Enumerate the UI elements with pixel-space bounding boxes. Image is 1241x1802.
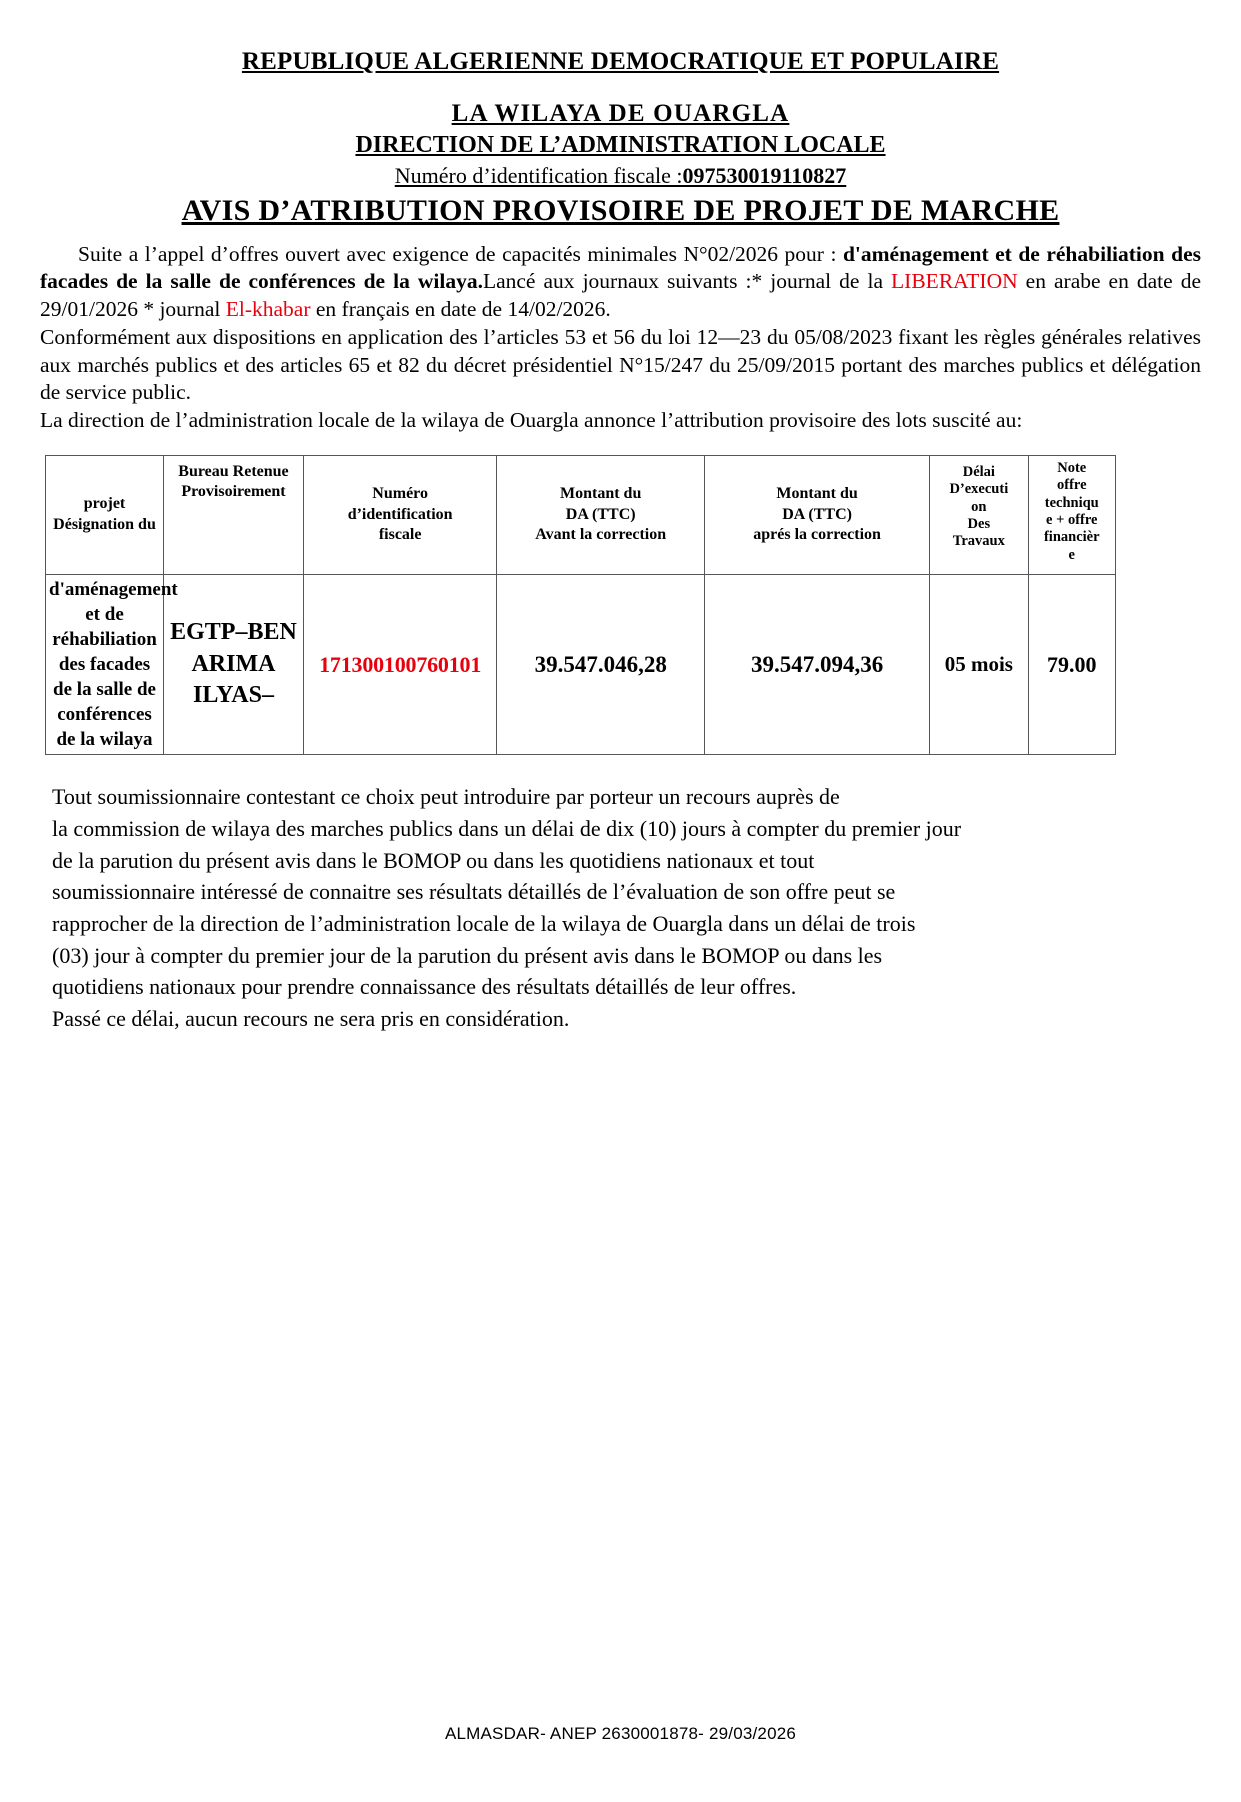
fiscal-id-value: 097530019110827 bbox=[682, 162, 847, 188]
intro-paragraph-3: La direction de l’administration locale de la wilaya de Ouargla annonce l’attribution provisoire des lots suscité au: bbox=[40, 408, 1023, 433]
col-header-delai bbox=[930, 455, 1028, 574]
table-head bbox=[46, 455, 1116, 574]
table-row bbox=[46, 574, 1116, 755]
closing-line-6: (03) jour à compter du premier jour de la parution du présent avis dans le BOMOP ou dans les bbox=[52, 942, 883, 968]
intro-seg-4: en arabe en date de 29/01/2026 * journal bbox=[40, 269, 1201, 322]
closing-line-4: soumissionnaire intéressé de connaitre ses résultats détaillés de l’évaluation de son offre peut se bbox=[52, 879, 896, 905]
award-table-wrapper bbox=[45, 455, 1196, 756]
direction-heading: DIRECTION DE L’ADMINISTRATION LOCALE bbox=[355, 132, 886, 159]
col-header-montant-apres-line1: Montant du bbox=[776, 485, 858, 503]
col-header-nif-line1: Numéro bbox=[372, 485, 428, 503]
col-header-bureau-line2: Provisoirement bbox=[181, 483, 286, 501]
intro-seg-1: Suite a l’appel d’offres ouvert avec exigence de capacités minimales N°02/2026 pour : bbox=[78, 241, 843, 266]
document-page bbox=[0, 48, 1241, 1802]
closing-line-3: de la parution du présent avis dans le BOMOP ou dans les quotidiens nationaux et tout bbox=[52, 847, 815, 873]
col-header-montant-apres bbox=[705, 455, 930, 574]
cell-projet: d'aménagement et de réhabiliation des facades de la salle de conférences de la wilaya bbox=[46, 574, 164, 755]
closing-line-2: la commission de wilaya des marches publics dans un délai de dix (10) jours à compter du premier jour bbox=[52, 816, 962, 841]
journal-elkhabar: El-khabar bbox=[225, 297, 311, 322]
intro-project-bold: d'aménagement et de réhabiliation des facades de la salle de conférences de la wilaya. bbox=[40, 241, 1201, 294]
republic-heading: REPUBLIQUE ALGERIENNE DEMOCRATIQUE ET POPULAIRE bbox=[241, 48, 1000, 75]
col-header-nif-line3: fiscale bbox=[378, 526, 422, 544]
table-header-row bbox=[46, 455, 1116, 574]
col-header-bureau bbox=[164, 455, 304, 574]
cell-montant-apres: 39.547.094,36 bbox=[705, 574, 930, 755]
intro-paragraph-1 bbox=[40, 241, 1201, 324]
intro-section bbox=[40, 241, 1201, 435]
cell-bureau: EGTP–BEN ARIMA ILYAS– bbox=[164, 574, 304, 755]
col-header-note-line1: Note bbox=[1057, 459, 1087, 476]
cell-nif: 171300100760101 bbox=[303, 574, 496, 755]
fiscal-id-line bbox=[0, 163, 1241, 188]
wilaya-heading: LA WILAYA DE OUARGLA bbox=[451, 99, 790, 127]
col-header-projet-line2: Désignation du bbox=[53, 515, 156, 533]
document-header bbox=[0, 48, 1241, 229]
col-header-delai-line5: Travaux bbox=[952, 533, 1005, 550]
col-header-montant-avant-line1: Montant du bbox=[560, 485, 642, 503]
cell-note: 79.00 bbox=[1028, 574, 1115, 755]
table-body bbox=[46, 574, 1116, 755]
intro-seg-5: en français en date de 14/02/2026. bbox=[310, 297, 611, 322]
col-header-delai-line4: Des bbox=[967, 515, 991, 532]
col-header-nif-line2: d’identification bbox=[347, 505, 453, 523]
col-header-montant-avant bbox=[497, 455, 705, 574]
fiscal-id-label: Numéro d’identification fiscale : bbox=[394, 162, 683, 188]
col-header-nif bbox=[303, 455, 496, 574]
col-header-delai-line3: on bbox=[971, 498, 987, 515]
cell-delai: 05 mois bbox=[930, 574, 1028, 755]
col-header-delai-line2: D’executi bbox=[949, 481, 1009, 498]
journal-liberation: LIBERATION bbox=[891, 269, 1018, 294]
col-header-note-line2: offre bbox=[1056, 477, 1087, 494]
col-header-note-line5: financièr bbox=[1043, 529, 1100, 546]
closing-section bbox=[52, 781, 1189, 1034]
col-header-note-line6: e bbox=[1068, 546, 1075, 563]
col-header-montant-apres-line2: DA (TTC) bbox=[782, 505, 852, 523]
col-header-montant-avant-line2: DA (TTC) bbox=[565, 505, 636, 523]
closing-line-5: rapprocher de la direction de l’administration locale de la wilaya de Ouargla dans un délai de trois bbox=[52, 911, 916, 937]
closing-line-8: Passé ce délai, aucun recours ne sera pris en considération. bbox=[52, 1006, 570, 1032]
intro-paragraph-2: Conformément aux dispositions en application des l’articles 53 et 56 du loi 12—23 du 05/08/2023 fixant les règles générales relatives aux marchés publics et des articles 65 et 82 du décret présidentiel N°15/247 du 25/09/2015 portant des marches publics et délégation de service public. bbox=[40, 324, 1201, 405]
col-header-projet bbox=[46, 455, 164, 574]
document-footer: ALMASDAR- ANEP 2630001878- 29/03/2026 bbox=[444, 1724, 797, 1743]
col-header-note bbox=[1028, 455, 1115, 574]
col-header-projet-line1: projet bbox=[83, 495, 126, 513]
award-table bbox=[45, 455, 1116, 756]
col-header-bureau-line1: Bureau Retenue bbox=[178, 462, 289, 480]
col-header-montant-avant-line3: Avant la correction bbox=[535, 526, 667, 544]
col-header-note-line3: techniqu bbox=[1044, 494, 1099, 511]
cell-montant-avant: 39.547.046,28 bbox=[497, 574, 705, 755]
closing-line-7: quotidiens nationaux pour prendre connaissance des résultats détaillés de leur offres. bbox=[52, 974, 797, 1000]
intro-seg-3: Lancé aux journaux suivants :* journal de la bbox=[482, 269, 892, 294]
col-header-note-line4: e + offre bbox=[1046, 511, 1098, 528]
col-header-delai-line1: Délai bbox=[962, 463, 995, 480]
col-header-montant-apres-line3: aprés la correction bbox=[753, 526, 881, 544]
page-title: AVIS D’ATRIBUTION PROVISOIRE DE PROJET DE MARCHE bbox=[181, 194, 1060, 228]
closing-line-1: Tout soumissionnaire contestant ce choix peut introduire par porteur un recours auprès de bbox=[52, 784, 840, 810]
